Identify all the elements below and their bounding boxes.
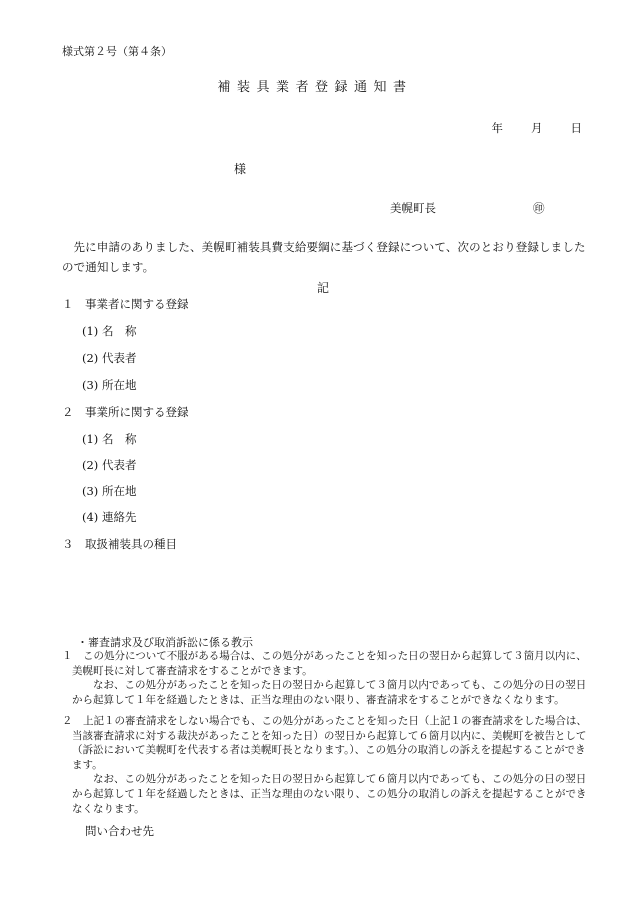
section-item: (4) 連絡先 (82, 510, 137, 524)
paragraph-continuation: なお、この処分があったことを知った日の翌日から起算して３箇月以内であっても、この処分の日の翌日から起算して１年を経過したときは、正当な理由のない限り、審査請求をすることができなくなります。 (72, 679, 587, 706)
date-month-label: 月 (531, 121, 543, 135)
addressee-honorific: 様 (234, 162, 247, 176)
notice-paragraph-1 (62, 649, 590, 707)
ki-heading: 記 (316, 281, 329, 295)
section-item: (3) 所在地 (82, 484, 137, 498)
notification-body: 先に申請のありました、美幌町補装具費支給要綱に基づく登録について、次のとおり登録しましたので通知します。 (62, 240, 586, 274)
issuer-name: 美幌町長 (390, 201, 436, 215)
seal-mark: ㊞ (533, 201, 545, 215)
section-item: (1) 名 称 (82, 324, 137, 338)
date-line (492, 120, 583, 136)
section-item: (2) 代表者 (82, 458, 137, 472)
section-item: (1) 名 称 (82, 432, 137, 446)
paragraph-text: 上記１の審査請求をしない場合でも、この処分があったことを知った日（上記１の審査請求をした場合は、当該審査請求に対する裁決があったことを知った日）の翌日から起算して６箇月以内に、美幌町を被告として（訴訟において美幌町を代表する者は美幌町長となります。）、この処分の取消しの訴えを提起することができます。 (72, 715, 587, 771)
date-day-label: 日 (570, 121, 582, 135)
section-item: (3) 所在地 (82, 378, 137, 392)
section-heading: ３ 取扱補装具の種目 (62, 537, 177, 551)
paragraph-continuation: なお、この処分があったことを知った日の翌日から起算して６箇月以内であっても、この処分の日の翌日から起算して１年を経過したときは、正当な理由のない限り、この処分の取消しの訴えを提起することができなくなります。 (72, 773, 587, 815)
notice-paragraph-2 (62, 714, 590, 816)
contact-label: 問い合わせ先 (85, 824, 154, 838)
paragraph-text: この処分について不服がある場合は、この処分があったことを知った日の翌日から起算して３箇月以内に、美幌町長に対して審査請求をすることができます。 (72, 650, 587, 677)
date-year-label: 年 (491, 121, 503, 135)
paragraph-number: ２ (62, 715, 73, 727)
form-number: 様式第２号（第４条） (62, 45, 172, 58)
paragraph-number: １ (62, 650, 73, 662)
section-heading: １ 事業者に関する登録 (62, 297, 189, 311)
section-item: (2) 代表者 (82, 351, 137, 365)
document-title: 補装具業者登録通知書 (217, 80, 413, 95)
section-heading: ２ 事業所に関する登録 (62, 405, 189, 419)
notice-heading: ・審査請求及び取消訴訟に係る教示 (77, 636, 253, 649)
